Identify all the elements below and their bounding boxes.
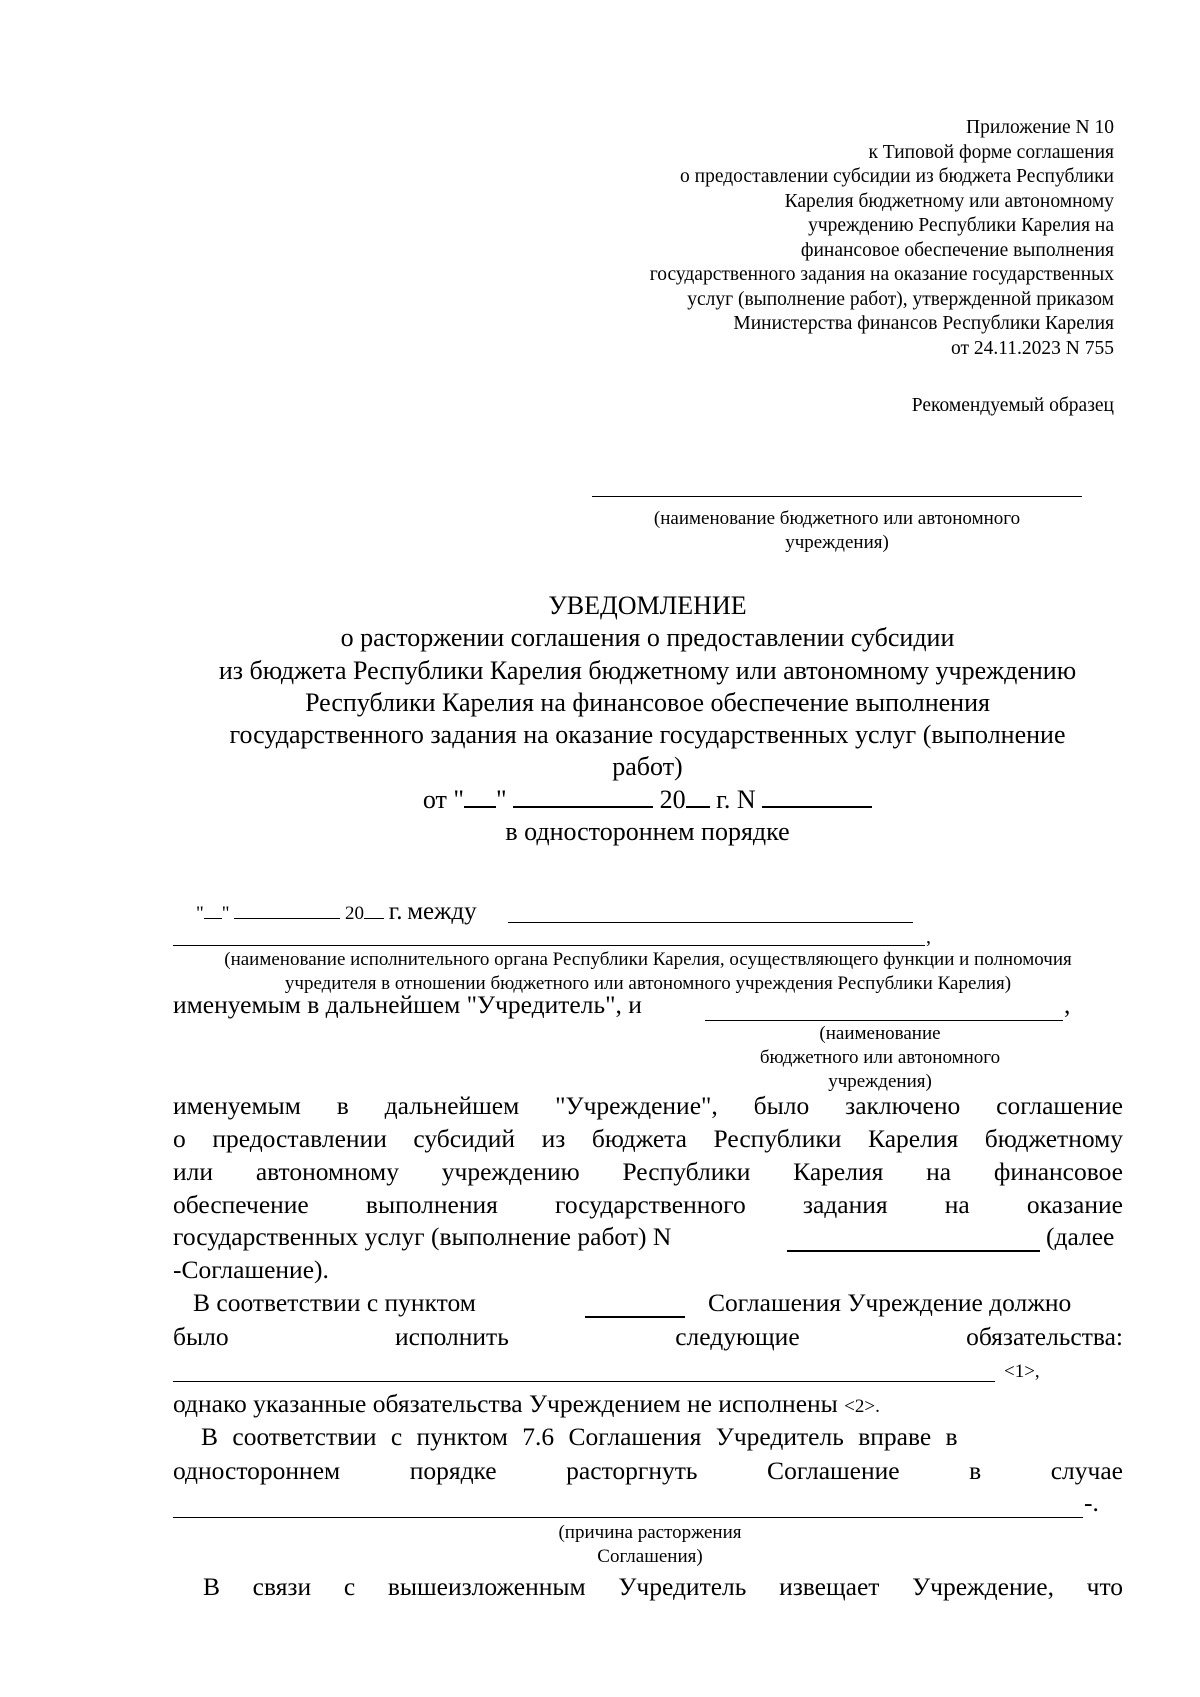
founder-caption	[173, 948, 1123, 996]
obligations-line-4	[173, 1389, 880, 1419]
annex-line: государственного задания на оказание государственных	[649, 264, 1114, 285]
obligations-line-1-start: В соответствии с пунктом	[193, 1288, 476, 1317]
obligations-line-2: было исполнить следующие обязательства:	[173, 1322, 1123, 1351]
caption-line: (наименование исполнительного органа Республики Карелия, осуществляющего функции и полномочия	[224, 949, 1072, 970]
obligations-not-fulfilled-text: однако указанные обязательства Учреждением не исполнены	[173, 1389, 838, 1418]
agreement-line-3: или автономному учреждению Республики Карелия на финансовое	[173, 1157, 1123, 1186]
between-day-blank[interactable]	[204, 903, 222, 919]
caption-line: Соглашения)	[597, 1546, 703, 1567]
recommended-sample-label: Рекомендуемый образец	[911, 395, 1114, 416]
founder-named-text: именуемым в дальнейшем "Учредитель", и	[173, 990, 642, 1019]
title-line: работ)	[612, 752, 683, 782]
caption-line: (наименование	[819, 1023, 941, 1044]
annex-line: Карелия бюджетному или автономному	[784, 190, 1114, 212]
agreement-line-5-start: государственных услуг (выполнение работ) N	[173, 1222, 672, 1251]
annex-line: Приложение N 10	[966, 117, 1114, 138]
agreement-line-6: -Соглашение).	[173, 1255, 329, 1284]
annex-line: финансовое обеспечение выполнения	[800, 239, 1114, 261]
between-party-blank[interactable]	[508, 922, 913, 923]
annex-header	[554, 116, 1114, 361]
founder-comma: ,	[926, 926, 931, 948]
agreement-line-2: о предоставлении субсидий из бюджета Республики Карелия бюджетному	[173, 1124, 1123, 1153]
title-line: о расторжении соглашения о предоставлении субсидии	[340, 623, 955, 653]
institution-caption	[700, 1022, 1060, 1094]
annex-line: от 24.11.2023 N 755	[951, 337, 1114, 359]
obligations-blank[interactable]	[173, 1381, 995, 1382]
obligations-line-1-end: Соглашения Учреждение должно	[708, 1288, 1072, 1317]
title-line: Республики Карелия на финансовое обеспечение выполнения	[305, 687, 990, 717]
caption-line: учредителя в отношении бюджетного или автономного учреждения Республики Карелия)	[284, 973, 1012, 994]
title-line: из бюджета Республики Карелия бюджетному или автономному учреждению	[218, 655, 1077, 685]
between-month-blank[interactable]	[234, 903, 340, 919]
annex-line: учреждению Республики Карелия на	[808, 215, 1114, 236]
title-date-line	[160, 784, 1135, 816]
institution-name-blank	[592, 496, 1082, 497]
number-label: г. N	[716, 784, 756, 814]
institution-name-caption	[592, 507, 1082, 555]
day-blank[interactable]	[464, 784, 496, 808]
agreement-line-1: именуемым в дальнейшем "Учреждение", было заключено соглашение	[173, 1091, 1123, 1120]
annex-line: о предоставлении субсидии из бюджета Республики	[680, 166, 1114, 187]
termination-caption	[500, 1521, 800, 1569]
termination-line-1: В соответствии с пунктом 7.6 Соглашения Учредитель вправе в	[201, 1422, 958, 1451]
title-line: государственного задания на оказание государственных услуг (выполнение	[229, 720, 1066, 750]
termination-reason-blank[interactable]	[173, 1517, 1083, 1518]
agreement-line-5-end: (далее	[1046, 1222, 1115, 1251]
between-year-suffix: г.	[388, 898, 403, 925]
between-word: между	[407, 898, 477, 925]
between-date-line	[196, 898, 477, 926]
agreement-line-4: обеспечение выполнения государственного задания на оказание	[173, 1190, 1123, 1219]
notice-line-1: В связи с вышеизложенным Учредитель извещает Учреждение, что	[203, 1572, 1123, 1601]
footnote-2: <2>.	[844, 1396, 880, 1417]
number-blank[interactable]	[762, 784, 872, 808]
year-blank[interactable]	[686, 784, 710, 808]
year-prefix: 20	[659, 784, 686, 814]
unilateral-label: в одностороннем порядке	[505, 817, 790, 847]
founder-name-blank[interactable]	[173, 945, 925, 946]
between-year: 20	[345, 903, 365, 924]
footnote-1: <1>,	[1004, 1361, 1040, 1382]
month-blank[interactable]	[513, 784, 653, 808]
annex-line: Министерства финансов Республики Карелия	[733, 313, 1114, 334]
caption-line: (наименование бюджетного или автономного	[653, 508, 1021, 529]
caption-line: бюджетного или автономного	[759, 1047, 1001, 1068]
annex-line: к Типовой форме соглашения	[868, 141, 1114, 163]
annex-line: услуг (выполнение работ), утвержденной приказом	[687, 288, 1114, 310]
caption-line: (причина расторжения	[558, 1522, 742, 1543]
between-year-blank[interactable]	[364, 903, 384, 919]
termination-line-3-end: -.	[1084, 1488, 1099, 1517]
institution-party-blank[interactable]	[705, 1020, 1063, 1021]
notice-title-block	[160, 590, 1135, 848]
institution-comma: ,	[1064, 990, 1071, 1019]
notice-heading: УВЕДОМЛЕНИЕ	[548, 591, 747, 620]
agreement-number-blank[interactable]	[787, 1250, 1040, 1252]
quote-close: "	[221, 903, 230, 924]
date-quote: "	[496, 784, 507, 814]
date-prefix: от "	[422, 784, 464, 814]
caption-line: учреждения)	[785, 532, 889, 553]
quote-open: "	[196, 903, 204, 924]
caption-line: учреждения)	[828, 1071, 932, 1092]
clause-number-blank[interactable]	[585, 1316, 685, 1318]
termination-line-2: одностороннем порядке расторгнуть Соглашение в случае	[173, 1456, 1123, 1485]
